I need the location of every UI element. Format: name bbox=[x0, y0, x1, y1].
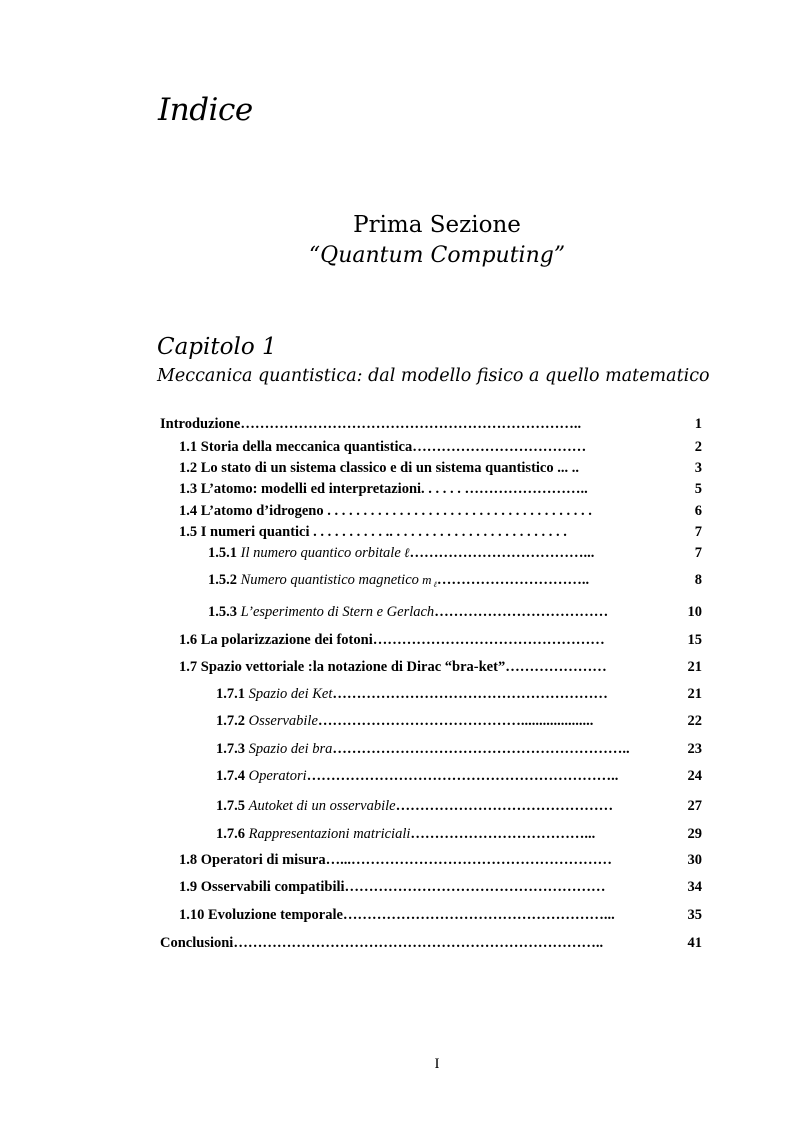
toc-entry-leader: ……………………………………… bbox=[395, 798, 614, 814]
toc-entry[interactable] bbox=[160, 414, 660, 434]
toc-entry[interactable] bbox=[216, 684, 660, 704]
chapter-title: Capitolo 1 bbox=[157, 334, 277, 360]
toc-entry-number: 1.10 bbox=[179, 907, 205, 923]
toc-entry-symbol-subscript: ℓ bbox=[431, 580, 437, 589]
toc-entry-page: 7 bbox=[694, 545, 702, 561]
toc-entry[interactable] bbox=[216, 739, 660, 759]
toc-entry-title: L’atomo: modelli ed interpretazioni bbox=[197, 481, 422, 497]
toc-entry-number: 1.3 bbox=[179, 481, 198, 497]
toc-entry-title: Il numero quantico orbitale bbox=[240, 545, 401, 561]
toc-entry-leader: . . . . . . …………………….. bbox=[421, 481, 588, 497]
toc-entry-title: Numero quantistico magnetico bbox=[240, 572, 419, 588]
toc-entry-leader: ……………………………………………… bbox=[344, 879, 606, 895]
toc-entry-leader: . . . . . . . . . . .. . . . . . . . . . . . . . . . . . . . . . . . . bbox=[309, 524, 567, 540]
toc-entry-leader: ………………… bbox=[505, 659, 607, 675]
toc-entry-page: 22 bbox=[687, 713, 702, 729]
toc-entry-title: L’atomo d’idrogeno bbox=[197, 503, 324, 519]
toc-entry-page: 1 bbox=[694, 416, 702, 432]
toc-entry-title: La polarizzazione dei fotoni bbox=[197, 632, 373, 648]
toc-entry-number: 1.8 bbox=[179, 852, 198, 868]
toc-entry-title: Spazio vettoriale :la notazione di Dirac “bra-ket” bbox=[197, 659, 506, 675]
toc-entry-number: 1.7.3 bbox=[216, 741, 249, 757]
toc-entry-number: 1.5.2 bbox=[208, 572, 241, 588]
toc-entry-page: 10 bbox=[687, 604, 702, 620]
toc-entry[interactable] bbox=[179, 657, 660, 677]
section-title: Prima Sezione bbox=[353, 212, 521, 238]
toc-entry[interactable] bbox=[179, 850, 660, 870]
toc-entry-page: 2 bbox=[694, 439, 702, 455]
toc-entry-number: 1.1 bbox=[179, 439, 198, 455]
toc-entry-page: 5 bbox=[694, 481, 702, 497]
toc-entry-leader: . . . . . . . . . . . . . . . . . . . . . . . . . . . . . . . . . . . . . bbox=[323, 503, 592, 519]
toc-entry-title: Lo stato di un sistema classico e di un sistema quantistico bbox=[197, 460, 554, 476]
toc-entry-symbol: m bbox=[418, 572, 432, 587]
toc-entry-title: Spazio dei Ket bbox=[248, 686, 333, 702]
toc-entry-title: Evoluzione temporale bbox=[204, 907, 343, 923]
toc-entry-leader: ………………………….. bbox=[436, 572, 590, 588]
toc-entry-number: 1.7.1 bbox=[216, 686, 249, 702]
toc-entry-page: 7 bbox=[694, 524, 702, 540]
toc-entry-number: 1.2 bbox=[179, 460, 198, 476]
toc-entry-leader: …………………………………………………………….. bbox=[240, 416, 582, 432]
toc-entry-title: I numeri quantici bbox=[197, 524, 310, 540]
toc-entry[interactable] bbox=[179, 458, 660, 478]
toc-entry[interactable] bbox=[160, 933, 660, 953]
toc-entry-number: 1.7.5 bbox=[216, 798, 249, 814]
toc-entry-title: Storia della meccanica quantistica bbox=[197, 439, 413, 455]
toc-entry-title: Rappresentazioni matriciali bbox=[248, 826, 411, 842]
toc-entry-title: Operatori bbox=[248, 768, 307, 784]
toc-entry-symbol: ℓ bbox=[400, 545, 410, 560]
toc-entry-page: 3 bbox=[694, 460, 702, 476]
toc-entry[interactable] bbox=[179, 437, 660, 457]
toc-entry[interactable] bbox=[179, 630, 660, 650]
toc-entry[interactable] bbox=[216, 796, 660, 816]
toc-entry-title: Osservabile bbox=[248, 713, 318, 729]
toc-entry-leader: ... .. bbox=[553, 460, 579, 476]
toc-entry-title: Autoket di un osservabile bbox=[248, 798, 396, 814]
toc-entry[interactable] bbox=[179, 905, 660, 925]
toc-entry[interactable] bbox=[179, 501, 660, 521]
toc-entry[interactable] bbox=[179, 877, 660, 897]
toc-entry-leader: ………………………………………………… bbox=[332, 686, 608, 702]
toc-entry-number: 1.5.3 bbox=[208, 604, 241, 620]
toc-entry-leader: ………………………………………………………………….. bbox=[233, 935, 604, 951]
toc-entry-number: 1.5 bbox=[179, 524, 198, 540]
toc-entry-title: L’esperimento di Stern e Gerlach bbox=[240, 604, 435, 620]
toc-entry-page: 34 bbox=[687, 879, 702, 895]
toc-entry-page: 30 bbox=[687, 852, 702, 868]
toc-entry-leader: ………………………………………… bbox=[372, 632, 605, 648]
toc-entry-number: 1.4 bbox=[179, 503, 198, 519]
page-title: Indice bbox=[158, 92, 253, 128]
toc-entry-leader: ……………………………… bbox=[434, 604, 609, 620]
toc-entry[interactable] bbox=[208, 570, 660, 590]
toc-entry-leader: ………………………………... bbox=[409, 545, 595, 561]
chapter-subtitle: Meccanica quantistica: dal modello fisico a quello matematico bbox=[157, 366, 710, 386]
toc-entry-title: Operatori di misura bbox=[197, 852, 326, 868]
toc-entry-page: 35 bbox=[687, 907, 702, 923]
toc-entry-page: 41 bbox=[687, 935, 702, 951]
toc-entry-page: 8 bbox=[694, 572, 702, 588]
toc-entry-title: Osservabili compatibili bbox=[197, 879, 345, 895]
toc-entry-number: 1.5.1 bbox=[208, 545, 241, 561]
toc-entry[interactable] bbox=[179, 479, 660, 499]
toc-entry-number: 1.9 bbox=[179, 879, 198, 895]
section-subtitle: “Quantum Computing” bbox=[308, 243, 566, 268]
toc-entry-leader: …………………………………….................... bbox=[317, 713, 594, 729]
toc-entry-page: 21 bbox=[687, 686, 702, 702]
toc-entry-title: Conclusioni bbox=[160, 935, 234, 951]
toc-entry-title: Introduzione bbox=[160, 416, 241, 432]
toc-entry-leader: ……………………………… bbox=[412, 439, 587, 455]
toc-entry[interactable] bbox=[216, 766, 660, 786]
toc-entry[interactable] bbox=[216, 711, 660, 731]
toc-entry-page: 15 bbox=[687, 632, 702, 648]
toc-entry-leader: ………………………………... bbox=[410, 826, 596, 842]
toc-entry-page: 23 bbox=[687, 741, 702, 757]
toc-entry-leader: …………………………………………………….. bbox=[332, 741, 630, 757]
toc-entry[interactable] bbox=[208, 543, 660, 563]
toc-entry[interactable] bbox=[179, 522, 660, 542]
toc-entry[interactable] bbox=[216, 824, 660, 844]
toc-entry-page: 29 bbox=[687, 826, 702, 842]
toc-entry-number: 1.6 bbox=[179, 632, 198, 648]
toc-entry-leader: …...……………………………………………… bbox=[325, 852, 612, 868]
page-number: I bbox=[434, 1056, 440, 1072]
toc-entry-leader: ……………………………………………………….. bbox=[306, 768, 619, 784]
toc-entry-page: 21 bbox=[687, 659, 702, 675]
toc-entry-number: 1.7.6 bbox=[216, 826, 249, 842]
toc-entry-number: 1.7.2 bbox=[216, 713, 249, 729]
toc-entry-page: 24 bbox=[687, 768, 702, 784]
toc-entry-leader: ………………………………………………... bbox=[342, 907, 615, 923]
toc-entry-page: 6 bbox=[694, 503, 702, 519]
toc-entry-page: 27 bbox=[687, 798, 702, 814]
toc-entry-title: Spazio dei bra bbox=[248, 741, 333, 757]
toc-entry-number: 1.7.4 bbox=[216, 768, 249, 784]
toc-entry[interactable] bbox=[208, 602, 660, 622]
toc-entry-number: 1.7 bbox=[179, 659, 198, 675]
